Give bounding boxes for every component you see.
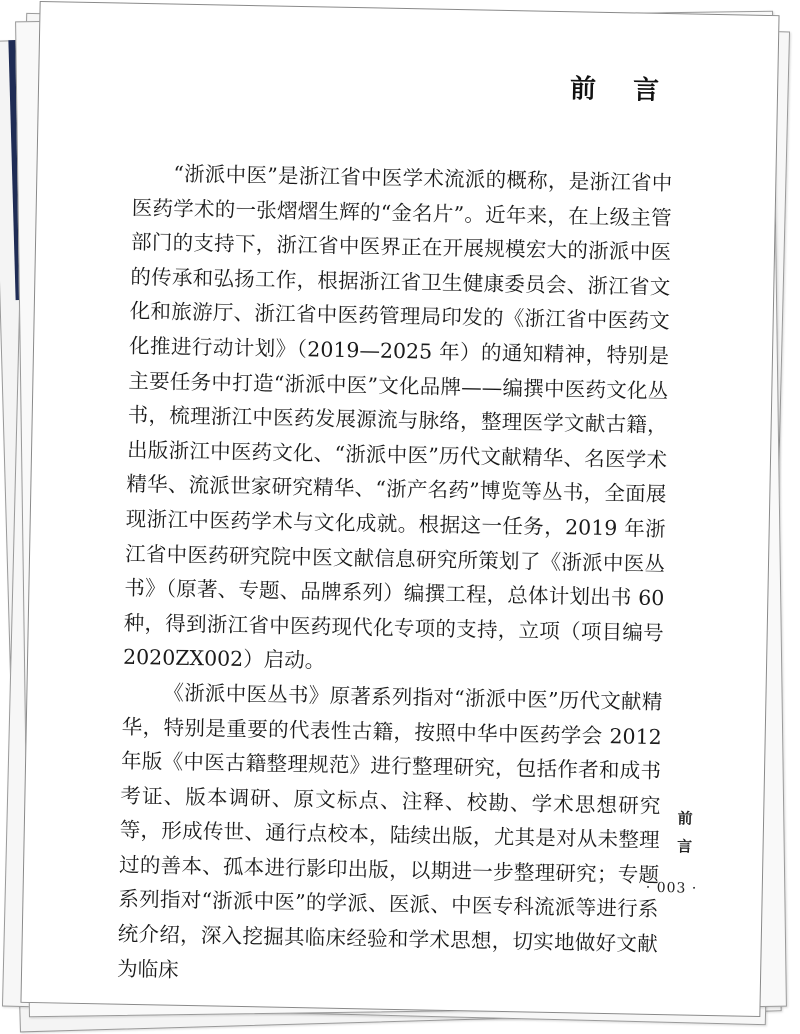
page-heading: 前 言 xyxy=(569,74,674,107)
page-number: · 003 · xyxy=(645,879,698,897)
body-text xyxy=(117,156,673,996)
running-section-mark: 前言 xyxy=(676,809,693,856)
book-page xyxy=(20,1,779,1017)
paragraph: 《浙派中医丛书》原著系列指对“浙派中医”历代文献精华，特别是重要的代表性古籍，按照中华中医药学会 2012 年版《中医古籍整理规范》进行整理研究，包括作者和成书考证、版本调研、原文标点、注释、校勘、学术思想研究等，形成传世、通行点校本，陆续出版，尤其是对从未整理过的善本、孤本进行影印出版，以期进一步整理研究；专题系列指对“浙派中医”的学派、医派、中医专科流派等进行系统介绍，深入挖掘其临床经验和学术思想，切实地做好文献为临床 xyxy=(116,680,663,982)
paragraph: “浙派中医”是浙江省中医学术流派的概称，是浙江省中医药学术的一张熠熠生辉的“金名片”。近年来，在上级主管部门的支持下，浙江省中医界正在开展规模宏大的浙派中医的传承和弘扬工作，根据浙江省卫生健康委员会、浙江省文化和旅游厅、浙江省中医药管理局印发的《浙江省中医药文化推进行动计划》（2019—2025 年）的通知精神，特别是主要任务中打造“浙派中医”文化品牌——编撰中医药文化丛书，梳理浙江中医药发展源流与脉络，整理医学文献古籍，出版浙江中医药文化、“浙派中医”历代文献精华、名医学术精华、流派世家研究精华、“浙产名药”博览等丛书，全面展现浙江中医药学术与文化成就。根据这一任务，2019 年浙江省中医药研究院中医文献信息研究所策划了《浙派中医丛书》（原著、专题、品牌系列）编撰工程，总体计划出书 60 种，得到浙江省中医药现代化专项的支持，立项（项目编号 2020ZX002）启动。 xyxy=(122,161,673,673)
